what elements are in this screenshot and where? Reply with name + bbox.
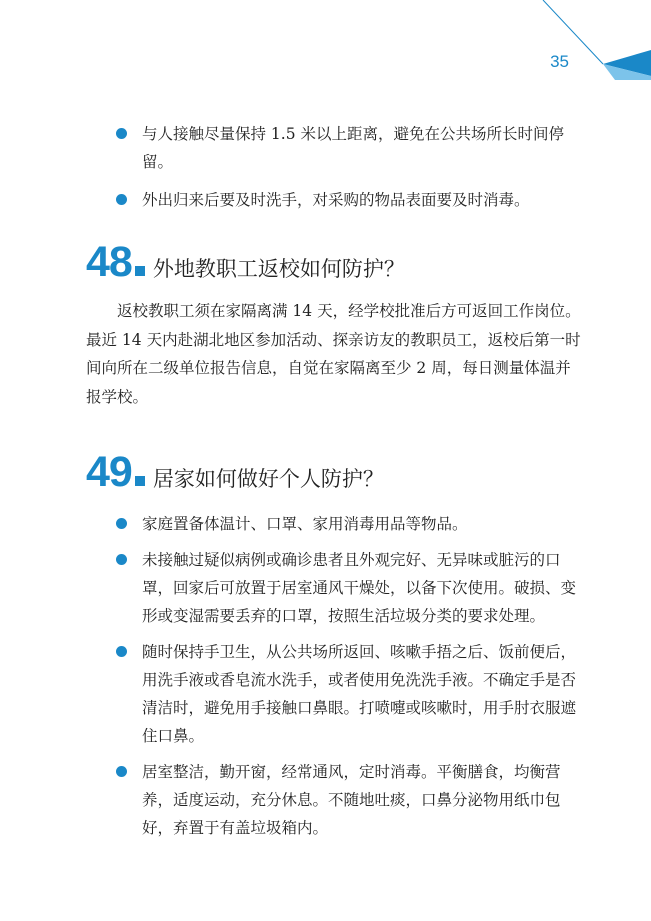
bullet-icon [116, 518, 127, 529]
page-number: 35 [550, 52, 569, 71]
list-item-text: 家庭置备体温计、口罩、家用消毒用品等物品。 [142, 515, 468, 533]
list-item-text: 随时保持手卫生，从公共场所返回、咳嗽手捂之后、饭前便后，用洗手液或香皂流水洗手，或者使用免洗洗手液。不确定手是否清洁时，避免用手接触口鼻眼。打喷嚏或咳嗽时，用手肘衣服遮住口鼻。 [142, 643, 577, 745]
list-item [112, 758, 582, 842]
list-item-text: 外出归来后要及时洗手，对采购的物品表面要及时消毒。 [142, 191, 530, 209]
section-48-body: 返校教职工须在家隔离满 14 天，经学校批准后方可返回工作岗位。最近 14 天内赴湖北地区参加活动、探亲访友的教职员工，返校后第一时间向所在二级单位报告信息，自觉在家隔离至少 2 周，每日测量体温并报学校。 [86, 302, 581, 406]
bullet-icon [116, 554, 127, 565]
list-item [112, 186, 582, 214]
list-item [112, 638, 582, 750]
section-48-heading [86, 238, 405, 287]
section-title: 居家如何做好个人防护？ [152, 467, 384, 491]
bullet-icon [116, 128, 127, 139]
list-item-text: 与人接触尽量保持 1.5 米以上距离，避免在公共场所长时间停留。 [142, 125, 565, 171]
bullet-icon [116, 766, 127, 777]
bullet-icon [116, 646, 127, 657]
section-number: 49 [86, 448, 132, 496]
bullet-icon [116, 194, 127, 205]
section-number: 48 [86, 238, 132, 286]
list-item [112, 120, 582, 176]
list-item-text: 居室整洁，勤开窗，经常通风，定时消毒。平衡膳食，均衡营养，适度运动，充分休息。不随地吐痰，口鼻分泌物用纸巾包好，弃置于有盖垃圾箱内。 [142, 763, 561, 837]
section-title: 外地教职工返校如何防护？ [152, 257, 405, 281]
square-dot-icon [135, 266, 145, 276]
list-item [112, 510, 582, 538]
top-bullet-list [112, 120, 582, 224]
square-dot-icon [135, 476, 145, 486]
corner-decoration [491, 0, 651, 80]
list-item-text: 未接触过疑似病例或确诊患者且外观完好、无异味或脏污的口罩，回家后可放置于居室通风干燥处，以备下次使用。破损、变形或变湿需要丢弃的口罩，按照生活垃圾分类的要求处理。 [142, 551, 577, 625]
list-item [112, 546, 582, 630]
section-49-heading [86, 448, 384, 497]
section-49-bullet-list [112, 510, 582, 850]
